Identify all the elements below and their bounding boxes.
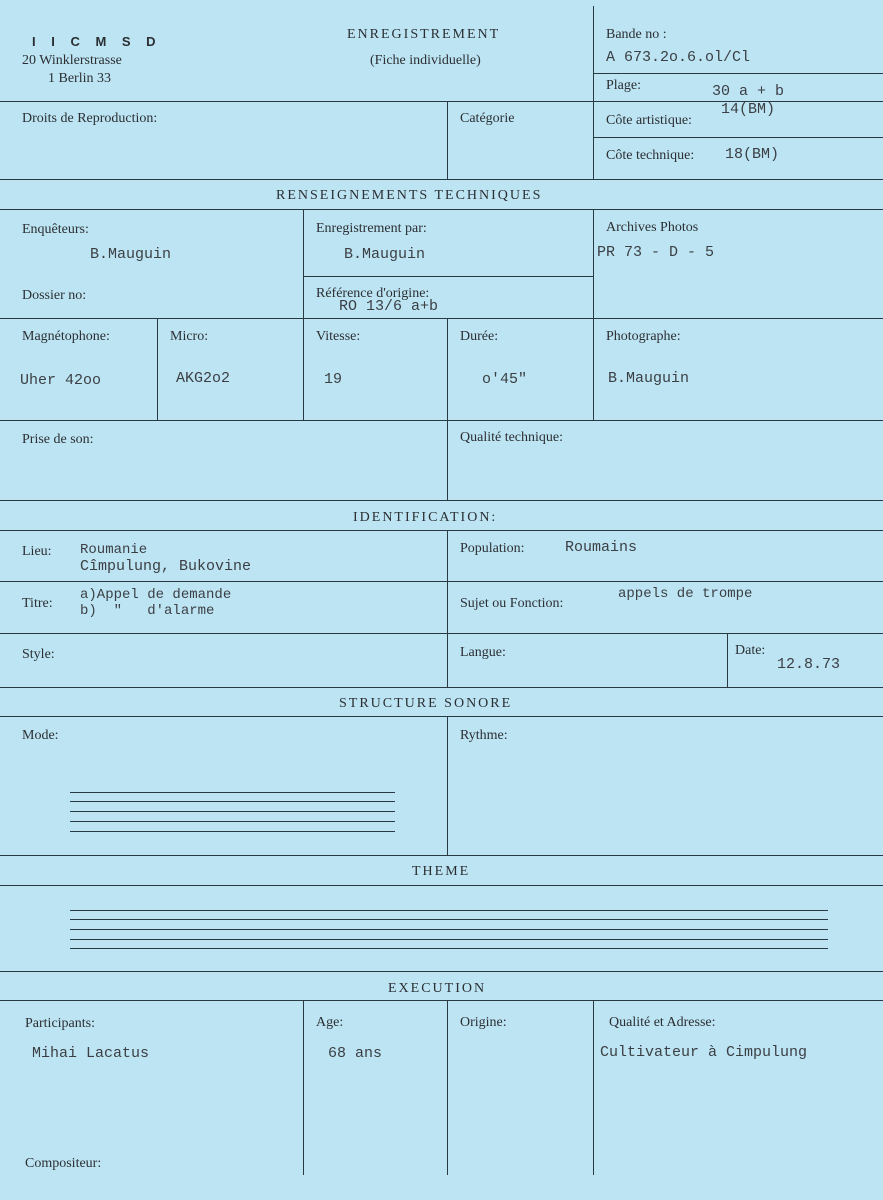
section-identification: IDENTIFICATION: [353,510,498,525]
lieu-value-line2: Cîmpulung, Bukovine [80,558,252,575]
section-theme: THEME [412,864,471,879]
micro-label: Micro: [170,329,209,344]
rule [303,276,593,277]
archives-photos-value: PR 73 - D - 5 [597,244,715,261]
cote-artistique-value: 14(BM) [721,101,776,118]
org-address-line1: 20 Winklerstrasse [22,53,122,68]
lieu-value-line1: Roumanie [80,542,148,558]
vitesse-label: Vitesse: [316,329,361,344]
rule [593,1000,594,1175]
rule [447,530,448,687]
participants-label: Participants: [25,1016,95,1031]
rule [157,318,158,420]
rule [447,101,448,179]
sujet-fonction-value: appels de trompe [618,586,753,602]
archives-photos-label: Archives Photos [606,220,699,235]
droits-label: Droits de Reproduction: [22,111,158,126]
bande-label: Bande no : [606,27,667,42]
sujet-fonction-label: Sujet ou Fonction: [460,596,564,611]
staff-line [70,801,395,802]
dossier-label: Dossier no: [22,288,87,303]
rythme-label: Rythme: [460,728,508,743]
staff-line [70,831,395,832]
staff-line [70,919,828,920]
staff-line [70,821,395,822]
compositeur-label: Compositeur: [25,1156,102,1171]
rule [593,137,883,138]
population-label: Population: [460,541,525,556]
plage-label: Plage: [606,78,641,93]
age-label: Age: [316,1015,344,1030]
rule [0,1000,883,1001]
rule [0,179,883,180]
rule [0,318,883,319]
photographe-value: B.Mauguin [608,370,690,387]
langue-label: Langue: [460,645,506,660]
photographe-label: Photographe: [606,329,681,344]
staff-line [70,910,828,911]
rule [0,420,883,421]
rule [0,716,883,717]
lieu-label: Lieu: [22,544,52,559]
rule [0,530,883,531]
date-label: Date: [735,643,766,658]
population-value: Roumains [565,539,638,556]
rule [303,1000,304,1175]
age-value: 68 ans [328,1045,383,1062]
titre-value-line1: a)Appel de demande [80,587,232,603]
cote-technique-label: Côte technique: [606,148,695,163]
rule [447,420,448,500]
prise-de-son-label: Prise de son: [22,432,94,447]
staff-line [70,929,828,930]
staff-line [70,792,395,793]
rule [0,581,883,582]
bande-value: A 673.2o.6.ol/Cl [606,49,751,66]
duree-value: o'45" [482,371,528,388]
section-execution: EXECUTION [388,981,487,996]
rule [447,716,448,855]
categorie-label: Catégorie [460,111,515,126]
enregistrement-par-value: B.Mauguin [344,246,426,263]
rule [447,1000,448,1175]
enqueteurs-value: B.Mauguin [90,246,172,263]
reference-origine-label: Référence d'origine: [316,286,430,301]
rule [0,500,883,501]
rule [593,209,594,420]
titre-value-line2: b) " d'alarme [80,603,215,619]
form-subtitle: (Fiche individuelle) [370,53,481,68]
enregistrement-par-label: Enregistrement par: [316,221,427,236]
origine-label: Origine: [460,1015,507,1030]
date-value: 12.8.73 [777,656,841,673]
org-name: I I C M S D [32,34,162,49]
rule [0,687,883,688]
staff-line [70,811,395,812]
micro-value: AKG2o2 [176,370,231,387]
participants-value: Mihai Lacatus [32,1045,150,1062]
org-address-line2: 1 Berlin 33 [48,71,111,86]
cote-technique-value: 18(BM) [725,146,780,163]
section-structure-sonore: STRUCTURE SONORE [339,696,513,711]
rule [0,209,883,210]
reference-origine-value: RO 13/6 a+b [339,298,439,315]
staff-line [70,948,828,949]
rule [727,633,728,687]
rule [0,971,883,972]
form-title: ENREGISTREMENT [347,27,501,42]
qualite-adresse-value: Cultivateur à Cimpulung [600,1044,808,1061]
enqueteurs-label: Enquêteurs: [22,222,89,237]
qualite-technique-label: Qualité technique: [460,430,564,445]
plage-value: 30 a + b [712,83,785,100]
rule [593,73,883,74]
magnetophone-label: Magnétophone: [22,329,110,344]
magnetophone-value: Uher 42oo [20,372,102,389]
mode-label: Mode: [22,728,59,743]
style-label: Style: [22,647,55,662]
cote-artistique-label: Côte artistique: [606,113,692,128]
duree-label: Durée: [460,329,499,344]
rule [593,6,594,179]
rule [303,209,304,420]
staff-line [70,939,828,940]
qualite-adresse-label: Qualité et Adresse: [609,1015,716,1030]
rule [0,633,883,634]
vitesse-value: 19 [324,371,343,388]
rule [0,855,883,856]
section-renseignements-techniques: RENSEIGNEMENTS TECHNIQUES [276,188,543,203]
titre-label: Titre: [22,596,53,611]
rule [0,885,883,886]
rule [447,318,448,420]
